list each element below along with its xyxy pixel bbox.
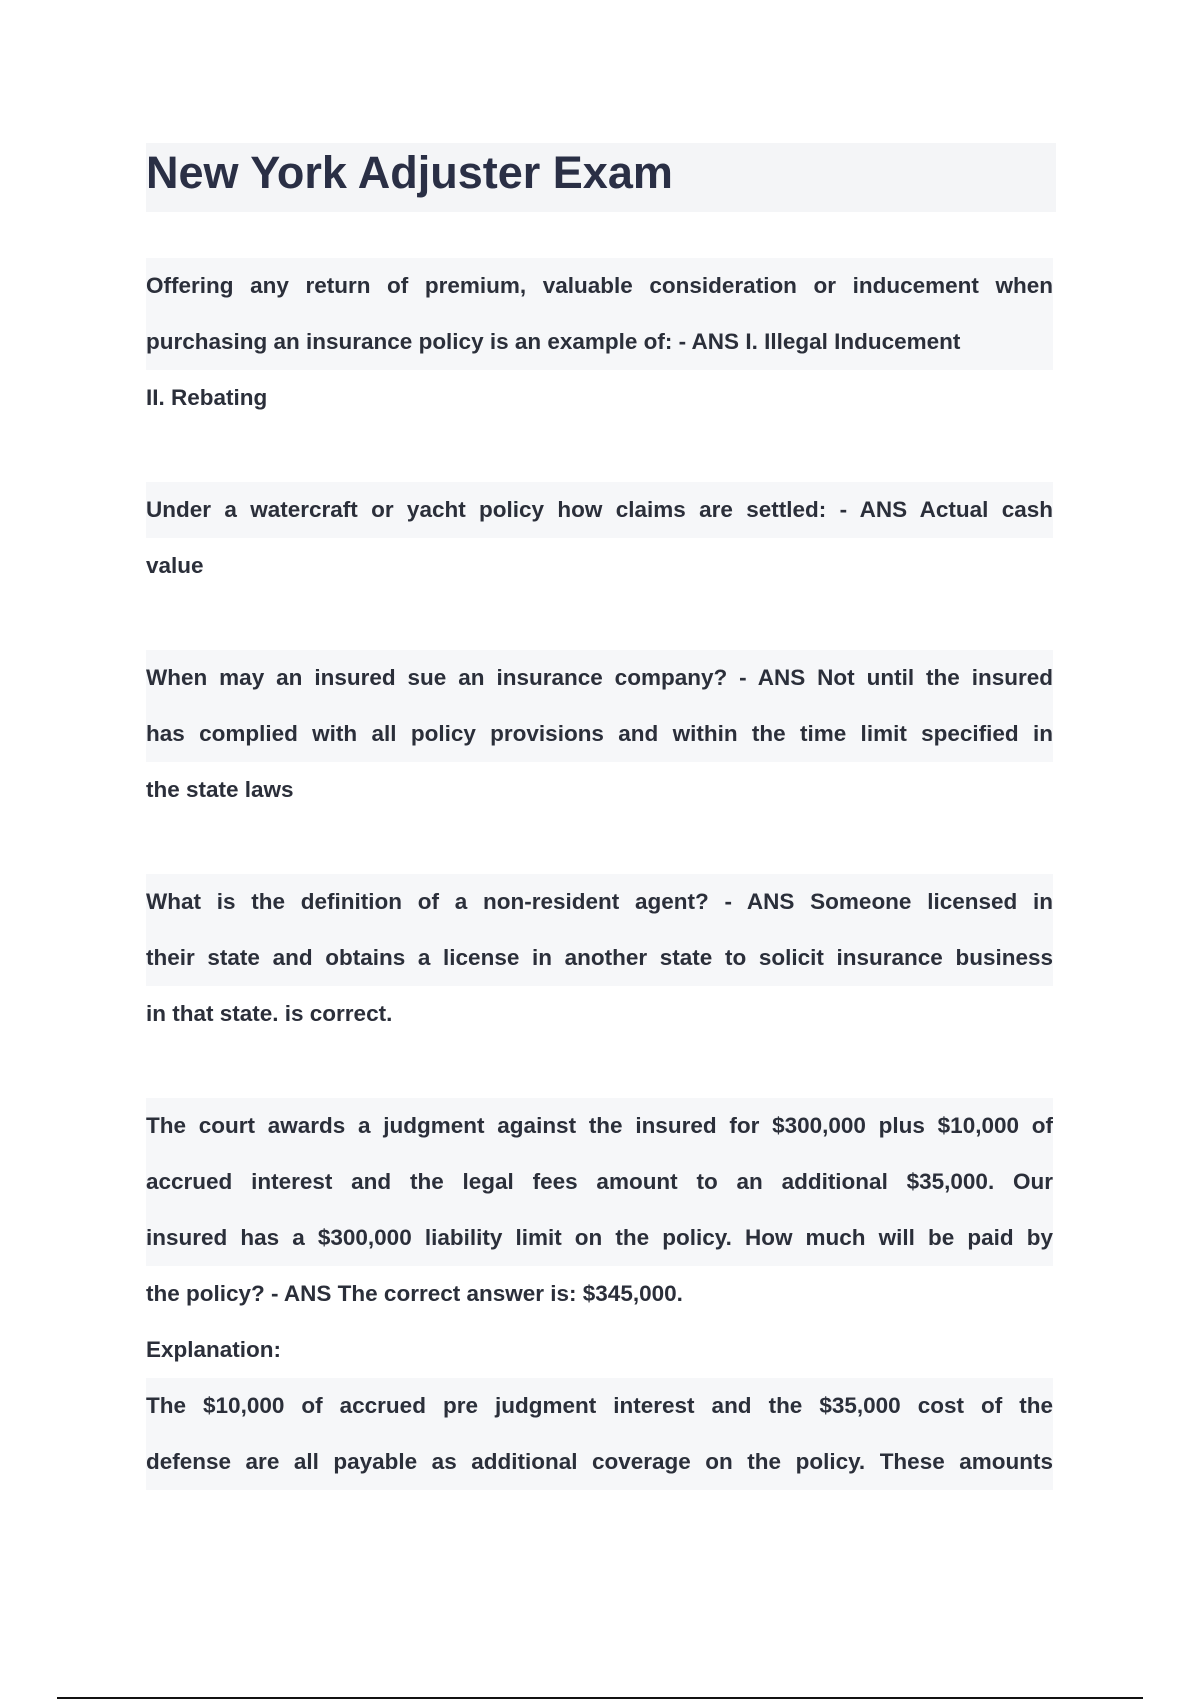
text-line: Offering any return of premium, valuable consideration or inducement when bbox=[146, 258, 1053, 314]
text-line: II. Rebating bbox=[146, 385, 268, 410]
text-line: The $10,000 of accrued pre judgment interest and the $35,000 cost of the bbox=[146, 1378, 1053, 1434]
qa-entry bbox=[146, 650, 1053, 818]
qa-entry bbox=[146, 482, 1053, 594]
qa-entry bbox=[146, 874, 1053, 1042]
qa-entry bbox=[146, 258, 1053, 426]
text-line: has complied with all policy provisions and within the time limit specified in bbox=[146, 706, 1053, 762]
text-line: value bbox=[146, 553, 204, 578]
text-line: Under a watercraft or yacht policy how claims are settled: - ANS Actual cash bbox=[146, 482, 1053, 538]
text-line: their state and obtains a license in another state to solicit insurance business bbox=[146, 930, 1053, 986]
text-line: insured has a $300,000 liability limit on the policy. How much will be paid by bbox=[146, 1210, 1053, 1266]
text-line: the state laws bbox=[146, 777, 294, 802]
text-line: When may an insured sue an insurance company? - ANS Not until the insured bbox=[146, 650, 1053, 706]
document-body bbox=[146, 258, 1053, 1546]
page-bottom-rule bbox=[57, 1697, 1143, 1699]
document-title: New York Adjuster Exam bbox=[146, 147, 673, 198]
qa-entry bbox=[146, 1098, 1053, 1490]
text-line: What is the definition of a non-resident agent? - ANS Someone licensed in bbox=[146, 874, 1053, 930]
text-line: in that state. is correct. bbox=[146, 1001, 393, 1026]
text-line: defense are all payable as additional coverage on the policy. These amounts bbox=[146, 1434, 1053, 1490]
text-line: the policy? - ANS The correct answer is: $345,000. bbox=[146, 1281, 683, 1306]
text-line: purchasing an insurance policy is an example of: - ANS I. Illegal Inducement bbox=[146, 314, 1053, 370]
text-line: Explanation: bbox=[146, 1337, 282, 1362]
text-line: accrued interest and the legal fees amount to an additional $35,000. Our bbox=[146, 1154, 1053, 1210]
text-line: The court awards a judgment against the insured for $300,000 plus $10,000 of bbox=[146, 1098, 1053, 1154]
